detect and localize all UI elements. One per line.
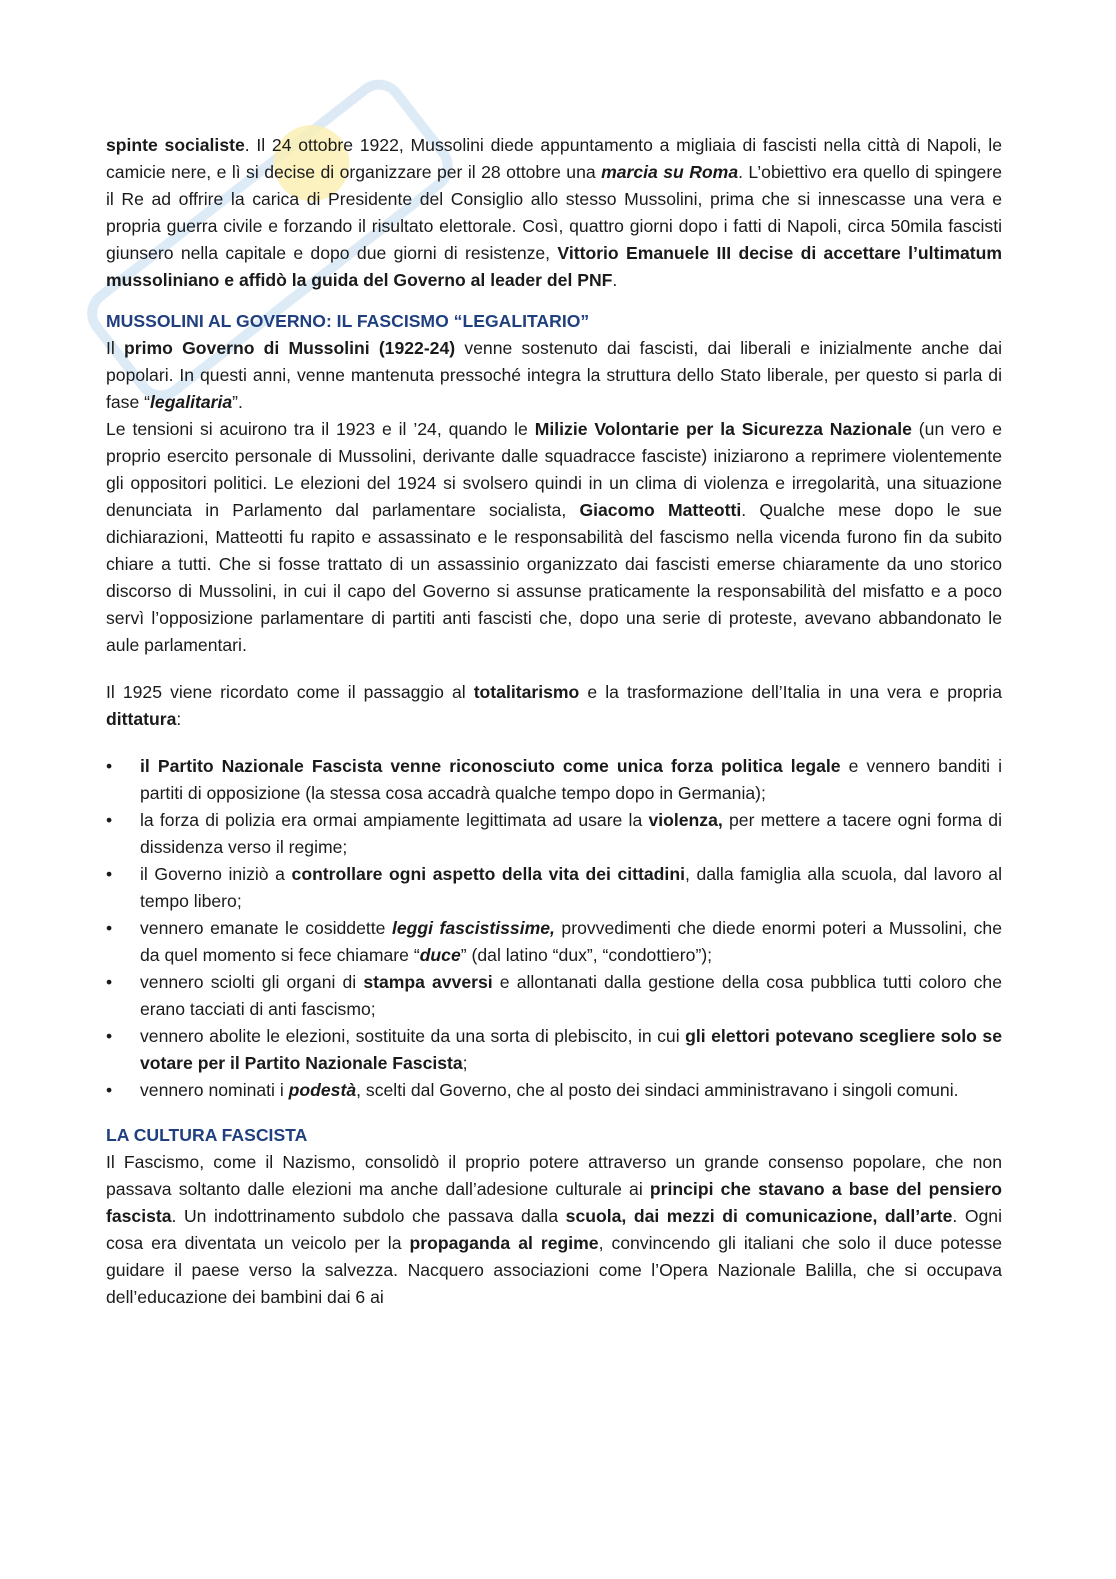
bold-text-run: stampa avversi (363, 972, 493, 992)
bold-text-run: dittatura (106, 709, 177, 729)
paragraph (106, 1149, 1002, 1311)
text-run: la forza di polizia era ormai ampiamente legittimata ad usare la (140, 810, 649, 830)
text-run: vennero sciolti gli organi di (140, 972, 364, 992)
bullet-icon: • (106, 1026, 113, 1046)
text-run: il Governo iniziò a (140, 864, 292, 884)
text-run: , convincendo gli italiani che solo il duce potesse guidare il paese verso la salvezza. Nacquero associazioni come l’Opera Nazionale Balilla, che si occupava dell’educazione dei bambini dai 6 ai (106, 1233, 1003, 1307)
bold-text-run: leggi fascistissime, (391, 918, 555, 938)
text-run: vennero emanate le cosiddette (140, 918, 392, 938)
paragraph (106, 679, 1002, 733)
text-run: vennero nominati i (140, 1080, 289, 1100)
text-run: Il Fascismo, come il Nazismo, consolidò il proprio potere attraverso un grande consenso popolare, che non passava soltanto dalle elezioni ma anche dall’adesione culturale ai (106, 1152, 1002, 1199)
text-run: e vennero banditi i partiti di opposizione (la stessa cosa accadrà qualche tempo dopo in Germania); (140, 756, 1002, 803)
text-run: . Qualche mese dopo le sue dichiarazioni, Matteotti fu rapito e assassinato e le responsabilità del fascismo nella vicenda furono fin da subito chiare a tutti. Che si fosse trattato di un assassinio organizzato dai fascisti emerse chiaramente da uno storico discorso di Mussolini, in cui il capo del Governo si assunse praticamente la responsabilità del misfatto e a poco servì l’opposizione parlamentare di partiti anti fascisti che, dopo una serie di proteste, avevano abbandonato le aule parlamentari. (106, 500, 1002, 655)
text-run: ” (dal latino “dux”, “condottiero”); (460, 945, 713, 965)
text-run: ; (462, 1053, 468, 1073)
document-body (106, 132, 1002, 1311)
list-item-text (140, 756, 1002, 803)
list-item-text (140, 864, 1002, 911)
text-run: Le tensioni si acuirono tra il 1923 e il ’24, quando le (106, 419, 535, 439)
text-run: : (176, 709, 182, 729)
list-item (106, 915, 1002, 969)
bullet-icon: • (106, 810, 113, 830)
list-item-text (140, 1026, 1002, 1073)
paragraph (106, 335, 1002, 416)
bold-text-run: marcia su Roma (601, 162, 739, 182)
bold-text-run: Milizie Volontarie per la Sicurezza Nazionale (534, 419, 912, 439)
text-run: per mettere a tacere ogni forma di dissidenza verso il regime; (140, 810, 1002, 857)
bullet-icon: • (106, 918, 113, 938)
bold-text-run: totalitarismo (473, 682, 580, 702)
bold-text-run: duce (419, 945, 461, 965)
bold-text-run: scuola, dai mezzi di comunicazione, dall’arte (565, 1206, 953, 1226)
text-run: , dalla famiglia alla scuola, dal lavoro al tempo libero; (140, 864, 1002, 911)
bullet-list (106, 753, 1002, 1104)
text-run: . L’obiettivo era quello di spingere il Re ad offrire la carica di Presidente del Consiglio allo stesso Mussolini, prima che si innescasse una vera e propria guerra civile e forzando il risultato elettorale. Così, quattro giorni dopo i fatti di Napoli, circa 50mila fascisti giunsero nella capitale e dopo due giorni di resistenze, (106, 162, 1002, 263)
list-item (106, 861, 1002, 915)
bold-text-run: primo Governo di Mussolini (1922-24) (124, 338, 456, 358)
bold-text-run: principi che stavano a base del pensiero fascista (106, 1179, 1003, 1226)
list-item-text (140, 810, 1002, 857)
text-run: . Il 24 ottobre 1922, Mussolini diede appuntamento a migliaia di fascisti nella città di Napoli, le camicie nere, e lì si decise di organizzare per il 28 ottobre una (106, 135, 1002, 182)
paragraph (106, 132, 1002, 294)
bullet-icon: • (106, 1080, 113, 1100)
text-run: . Un indottrinamento subdolo che passava dalla (171, 1206, 566, 1226)
section-heading: MUSSOLINI AL GOVERNO: IL FASCISMO “LEGALITARIO” (106, 311, 590, 331)
list-item (106, 969, 1002, 1023)
bullet-icon: • (106, 972, 113, 992)
text-run: vennero abolite le elezioni, sostituite da una sorta di plebiscito, in cui (140, 1026, 686, 1046)
text-run: , scelti dal Governo, che al posto dei sindaci amministravano i singoli comuni. (356, 1080, 959, 1100)
list-item-text (140, 972, 1002, 1019)
bold-text-run: violenza, (648, 810, 723, 830)
text-run: e allontanati dalla gestione della cosa pubblica tutti coloro che erano tacciati di anti fascismo; (140, 972, 1002, 1019)
text-run: Il (106, 338, 125, 358)
bold-text-run: controllare ogni aspetto della vita dei cittadini (291, 864, 685, 884)
list-item-text (140, 1080, 959, 1100)
bold-text-run: il Partito Nazionale Fascista venne riconosciuto come unica forza politica legale (140, 756, 841, 776)
bold-text-run: Vittorio Emanuele III decise di accettare l’ultimatum mussoliniano e affidò la guida del Governo al leader del PNF (106, 243, 1002, 290)
text-run: ”. (232, 392, 243, 412)
section-heading: LA CULTURA FASCISTA (106, 1125, 308, 1145)
bold-text-run: spinte socialiste (106, 135, 245, 155)
text-run: venne sostenuto dai fascisti, dai liberali e inizialmente anche dai popolari. In questi anni, venne mantenuta pressoché integra la struttura dello Stato liberale, per questo si parla di fase “ (106, 338, 1002, 412)
list-item-text (140, 918, 1002, 965)
bullet-icon: • (106, 864, 113, 884)
text-run: . Ogni cosa era diventata un veicolo per la (106, 1206, 1002, 1253)
text-run: provvedimenti che diede enormi poteri a Mussolini, che da quel momento si fece chiamare “ (140, 918, 1003, 965)
bold-text-run: propaganda al regime (409, 1233, 599, 1253)
text-run: . (612, 270, 618, 290)
bold-text-run: podestà (288, 1080, 357, 1100)
text-run: (un vero e proprio esercito personale di Mussolini, derivante dalle squadracce fasciste) iniziarono a reprimere violentemente gli oppositori politici. Le elezioni del 1924 si svolsero quindi in un clima di violenza e irregolarità, una situazione denunciata in Parlamento dal parlamentare socialista, (106, 419, 1002, 520)
bold-text-run: legalitaria (150, 392, 233, 412)
bold-text-run: Giacomo Matteotti (579, 500, 742, 520)
list-item (106, 1023, 1002, 1077)
bold-text-run: gli elettori potevano scegliere solo se votare per il Partito Nazionale Fascista (140, 1026, 1002, 1073)
list-item (106, 807, 1002, 861)
text-run: Il 1925 viene ricordato come il passaggio al (106, 682, 474, 702)
text-run: e la trasformazione dell’Italia in una vera e propria (579, 682, 1002, 702)
list-item (106, 753, 1002, 807)
paragraph (106, 416, 1002, 659)
bullet-icon: • (106, 756, 113, 776)
list-item (106, 1077, 1002, 1104)
